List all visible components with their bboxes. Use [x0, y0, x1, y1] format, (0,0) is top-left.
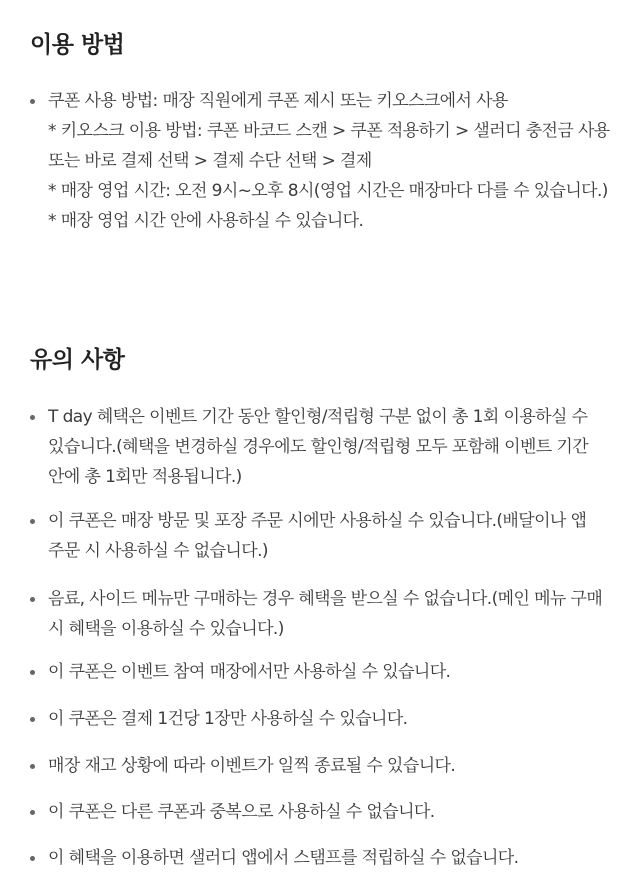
bullet-dot-icon [30, 519, 35, 524]
usage-note-kiosk: * 키오스크 이용 방법: 쿠폰 바코드 스캔 > 쿠폰 적용하기 > 샐러디 충전금 사용 또는 바로 결제 선택 > 결제 수단 선택 > 결제 [48, 121, 610, 171]
notice-item-text: 음료, 사이드 메뉴만 구매하는 경우 혜택을 받으실 수 없습니다.(메인 메뉴 구매 시 혜택을 이용하실 수 있습니다.) [48, 589, 603, 639]
bullet-dot-icon [30, 597, 35, 602]
usage-list [0, 86, 640, 236]
notice-list [0, 704, 640, 734]
notice-item-text: 이 쿠폰은 이벤트 참여 매장에서만 사용하실 수 있습니다. [48, 662, 451, 682]
list-item [0, 797, 640, 827]
bullet-dot-icon [30, 717, 35, 722]
notice-list [0, 843, 640, 873]
list-item [0, 751, 640, 781]
bullet-dot-icon [30, 415, 35, 420]
bullet-dot-icon [30, 856, 35, 861]
bullet-dot-icon [30, 670, 35, 675]
notice-item-text: T day 혜택은 이벤트 기간 동안 할인형/적립형 구분 없이 총 1회 이용하실 수 있습니다.(혜택을 변경하실 경우에도 할인형/적립형 모두 포함해 이벤트 기간 안에 총 1회만 적용됩니다.) [48, 407, 589, 487]
bullet-dot-icon [30, 764, 35, 769]
notice-list [0, 797, 640, 827]
notice-list [0, 506, 640, 566]
notice-section-title: 유의 사항 [30, 347, 125, 373]
notice-list [0, 584, 640, 644]
usage-item-text: 쿠폰 사용 방법: 매장 직원에게 쿠폰 제시 또는 키오스크에서 사용 [48, 91, 508, 111]
list-item [0, 584, 640, 644]
list-item [0, 86, 640, 236]
list-item [0, 402, 640, 492]
notice-item-text: 이 혜택을 이용하면 샐러디 앱에서 스탬프를 적립하실 수 없습니다. [48, 848, 519, 868]
notice-list [0, 657, 640, 687]
list-item [0, 704, 640, 734]
notice-item-text: 매장 재고 상황에 따라 이벤트가 일찍 종료될 수 있습니다. [48, 756, 456, 776]
list-item [0, 843, 640, 873]
bullet-dot-icon [30, 99, 35, 104]
notice-item-text: 이 쿠폰은 다른 쿠폰과 중복으로 사용하실 수 없습니다. [48, 802, 435, 822]
notice-list [0, 402, 640, 492]
notice-list [0, 751, 640, 781]
usage-section-title: 이용 방법 [30, 32, 125, 58]
list-item [0, 657, 640, 687]
notice-item-text: 이 쿠폰은 결제 1건당 1장만 사용하실 수 있습니다. [48, 709, 408, 729]
bullet-dot-icon [30, 810, 35, 815]
list-item [0, 506, 640, 566]
usage-note-hours: * 매장 영업 시간: 오전 9시~오후 8시(영업 시간은 매장마다 다를 수 있습니다.) [48, 181, 608, 201]
usage-note-within-hours: * 매장 영업 시간 안에 사용하실 수 있습니다. [48, 211, 364, 231]
notice-item-text: 이 쿠폰은 매장 방문 및 포장 주문 시에만 사용하실 수 있습니다.(배달이나 앱 주문 시 사용하실 수 없습니다.) [48, 511, 587, 561]
